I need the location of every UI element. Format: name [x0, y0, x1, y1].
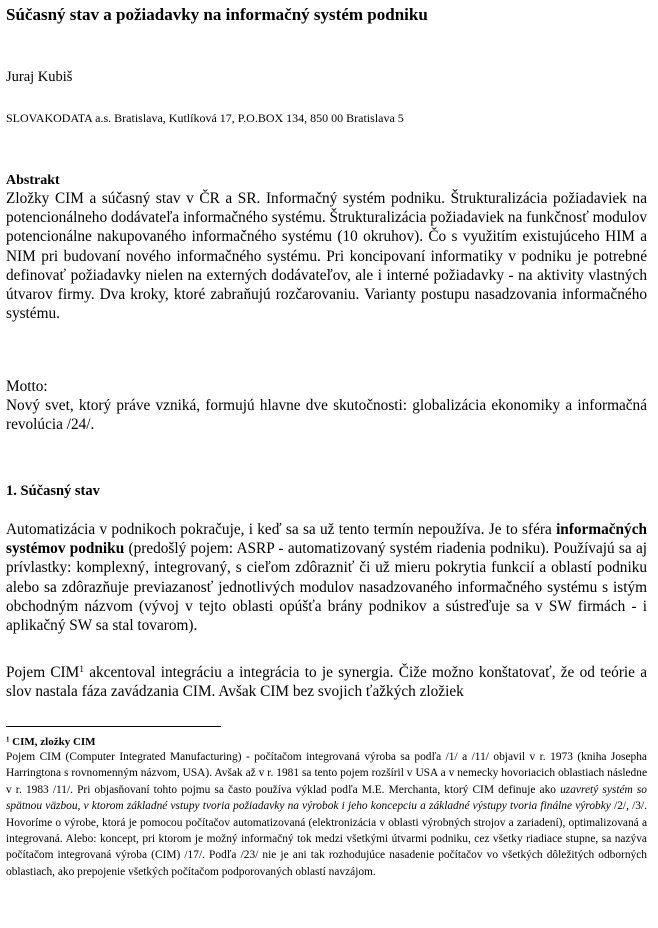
- emphasized-term: informačných systémov podniku: [6, 521, 647, 558]
- author-affiliation: SLOVAKODATA a.s. Bratislava, Kutlíková 17, P.O.BOX 134, 850 00 Bratislava 5: [6, 111, 404, 125]
- footnote-body: /2/, /3/. Hovoríme o výrobe, ktorá je pomocou počítačov automatizovaná (elektronizácia v oblasti výrobných strojov a zariadení), optimalizovaná a integrovaná. Alebo: koncept, pri ktorom je možný informačný tok medzi všetkými útvarmi podniku, cez všetky riadiace stupne, sa nazýva počítačom integrovaná výroba (CIM) /17/. Podľa /23/ nie je ani tak rozhodujúce nasadenie počítačov vo všetkých dôležitých odborných oblastiach, ako prepojenie všetkých počítačom podporovaných oblastí navzájom.: [6, 800, 647, 878]
- footnote-heading: [6, 734, 96, 750]
- paper-title: Súčasný stav a požiadavky na informačný systém podniku: [6, 5, 428, 24]
- footnote-text: [6, 749, 647, 880]
- footnote-divider: [6, 726, 221, 727]
- section-heading: 1. Súčasný stav: [6, 483, 100, 499]
- paragraph-text: akcentoval integráciu a integrácia to je synergia. Čiže možno konštatovať, že od teórie a slov nastala fáza zavádzania CIM. Avšak CIM bez svojich ťažkých zložiek: [6, 664, 647, 701]
- footnote-number: 1: [6, 736, 10, 744]
- footnote-body: Pojem CIM (Computer Integrated Manufacturing) - počítačom integrovaná výroba sa podľa /1/ a /11/ objavil v r. 1973 (kniha Josepha Harringtona s rovnomenným názvom, USA). Avšak až v r. 1981 sa tento pojem rozšíril v USA a v nemecky hovoriacich oblastiach následne v r. 1983 /11/. Pri objasňovaní tohto pojmu sa často používa výklad podľa M.E. Merchanta, ktorý CIM definuje ako: [6, 751, 647, 796]
- motto-text: Nový svet, ktorý práve vzniká, formujú hlavne dve skutočnosti: globalizácia ekonomiky a informačná revolúcia /24/.: [6, 397, 647, 434]
- paragraph-text: Pojem CIM: [6, 664, 80, 681]
- author-name: Juraj Kubiš: [6, 69, 73, 85]
- motto-label: Motto:: [6, 378, 48, 395]
- paragraph-text: (predošlý pojem: ASRP - automatizovaný systém riadenia podniku). Používajú sa aj prívlastky: komplexný, integrovaný, s cieľom zdôrazniť či už mieru pokrytia funkcií a oblastí podniku alebo sa zdôrazňuje previazanosť jednotlivých modulov nasadzovaného informačného systému s istým obchodným názvom (vývoj v tejto oblasti opúšťa brány podnikov a sústreďuje sa v SW firmách - i aplikačný SW sa stal tovarom).: [6, 540, 647, 635]
- section-paragraph-1: [6, 520, 647, 635]
- section-paragraph-2: [6, 663, 647, 701]
- abstract-heading: Abstrakt: [6, 173, 60, 188]
- footnote-quote: uzavretý systém so spätnou väzbou, v ktorom základné vstupy tvoria požiadavky na výrobok i jeho koncepciu a základné výstupy tvoria finálne výrobky: [6, 783, 648, 813]
- abstract-text: Zložky CIM a súčasný stav v ČR a SR. Informačný systém podniku. Štrukturalizácia požiadaviek na potencionálneho dodávateľa informačného systému. Štrukturalizácia požiadaviek na funkčnosť modulov potencionálne nakupovaného informačného systému (10 okruhov). Čo s využitím existujúceho HIM a NIM pri budovaní nového informačného systému. Pri koncipovaní informatiky v podniku je potrebné definovať požiadavky nielen na externých dodávateľov, ale i interné požiadavky - na aktivity vlastných útvarov firmy. Dva kroky, ktoré zabraňujú rozčarovaniu. Varianty postupu nasadzovania informačného systému.: [6, 190, 647, 323]
- paragraph-text: Automatizácia v podnikoch pokračuje, i keď sa sa už tento termín nepoužíva. Je to sféra: [6, 521, 557, 538]
- footnote-ref[interactable]: 1: [79, 664, 84, 675]
- footnote-title: CIM, zložky CIM: [12, 736, 96, 748]
